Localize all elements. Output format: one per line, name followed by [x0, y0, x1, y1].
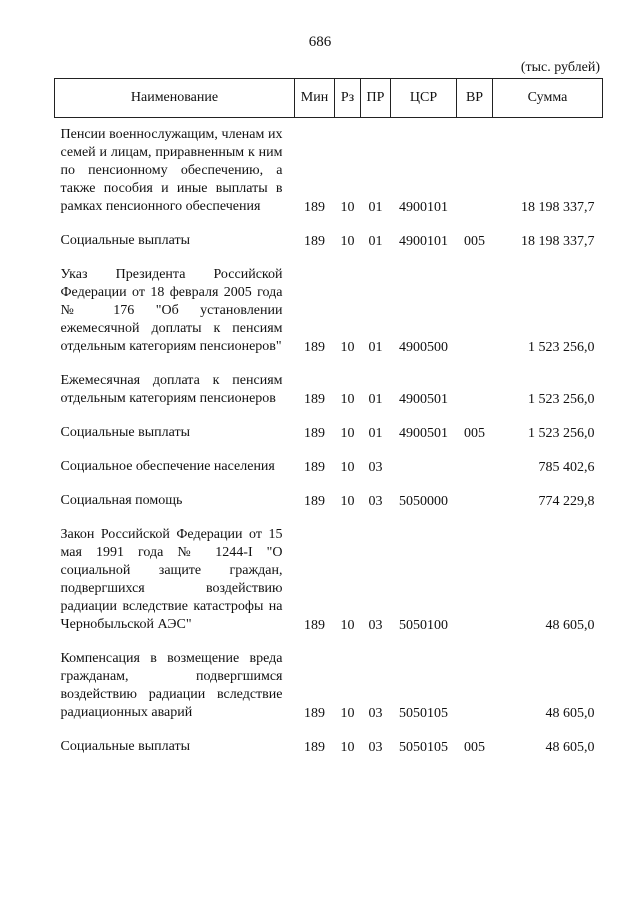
- row-pr: 01: [368, 340, 383, 355]
- row-min: 189: [304, 234, 325, 249]
- row-pr: 03: [368, 618, 383, 633]
- table-row: [55, 118, 603, 222]
- row-rz: 10: [340, 618, 355, 633]
- table-row: [55, 447, 603, 481]
- table-row: [55, 515, 603, 639]
- row-sum: 48 605,0: [545, 618, 595, 633]
- column-header-sum: Сумма: [493, 79, 603, 118]
- row-pr: 03: [368, 740, 383, 755]
- row-name: Социальные выплаты: [60, 425, 191, 440]
- row-sum: 1 523 256,0: [528, 426, 595, 441]
- row-rz: 10: [340, 494, 355, 509]
- row-vr: 005: [464, 234, 485, 249]
- column-header-vr: ВР: [457, 79, 493, 118]
- row-vr: [457, 447, 493, 481]
- table-header-row: [55, 79, 603, 118]
- table-row: [55, 481, 603, 515]
- table-row: [55, 361, 603, 413]
- row-name: Пенсии военнослужащим, членам их семей и лицам, приравненным к ним по пенсионному обеспечению, а также пособия и иные выплаты в рамках пенсионного обеспечения: [60, 127, 283, 214]
- row-name: Закон Российской Федерации от 15 мая 1991 года № 1244-I "О социальной защите граждан, подвергшихся воздействию радиации вследствие катастрофы на Чернобыльской АЭС": [60, 527, 283, 632]
- row-csr: 4900501: [399, 392, 448, 407]
- row-vr: 005: [464, 740, 485, 755]
- row-sum: 18 198 337,7: [521, 200, 595, 215]
- row-name: Указ Президента Российской Федерации от 18 февраля 2005 года № 176 "Об установлении ежемесячной доплаты к пенсиям отдельным категориям пенсионеров": [60, 267, 283, 354]
- row-sum: 48 605,0: [545, 740, 595, 755]
- row-pr: 01: [368, 426, 383, 441]
- row-name: Компенсация в возмещение вреда гражданам, подвергшимся воздействию радиации вследствие радиационных аварий: [60, 651, 283, 720]
- row-min: 189: [304, 460, 325, 475]
- row-csr: 4900101: [399, 234, 448, 249]
- row-name: Социальные выплаты: [60, 233, 191, 248]
- row-csr: [391, 447, 457, 481]
- row-vr: [457, 481, 493, 515]
- budget-table: [54, 78, 603, 761]
- row-pr: 03: [368, 494, 383, 509]
- page-number: 686: [308, 34, 332, 50]
- row-min: 189: [304, 200, 325, 215]
- row-sum: 48 605,0: [545, 706, 595, 721]
- row-name: Ежемесячная доплата к пенсиям отдельным категориям пенсионеров: [60, 373, 283, 406]
- column-header-rz: Рз: [335, 79, 361, 118]
- row-min: 189: [304, 706, 325, 721]
- row-sum: 785 402,6: [538, 460, 595, 475]
- column-header-min: Мин: [295, 79, 335, 118]
- row-csr: 5050105: [399, 740, 448, 755]
- row-vr: [457, 255, 493, 361]
- table-row: [55, 639, 603, 727]
- row-pr: 01: [368, 234, 383, 249]
- table-row: [55, 727, 603, 761]
- row-pr: 03: [368, 460, 383, 475]
- row-name: Социальное обеспечение населения: [60, 459, 275, 474]
- row-csr: 4900501: [399, 426, 448, 441]
- row-rz: 10: [340, 740, 355, 755]
- row-rz: 10: [340, 340, 355, 355]
- column-header-csr: ЦСР: [391, 79, 457, 118]
- row-sum: 1 523 256,0: [528, 392, 595, 407]
- table-row: [55, 221, 603, 255]
- row-rz: 10: [340, 460, 355, 475]
- row-csr: 5050105: [399, 706, 448, 721]
- row-name: Социальная помощь: [60, 493, 183, 508]
- row-sum: 774 229,8: [538, 494, 595, 509]
- row-vr: [457, 639, 493, 727]
- row-pr: 01: [368, 392, 383, 407]
- row-rz: 10: [340, 200, 355, 215]
- row-min: 189: [304, 340, 325, 355]
- row-rz: 10: [340, 706, 355, 721]
- row-rz: 10: [340, 234, 355, 249]
- row-rz: 10: [340, 426, 355, 441]
- row-vr: [457, 515, 493, 639]
- row-name: Социальные выплаты: [60, 739, 191, 754]
- row-vr: 005: [464, 426, 485, 441]
- table-row: [55, 255, 603, 361]
- row-sum: 18 198 337,7: [521, 234, 595, 249]
- row-min: 189: [304, 618, 325, 633]
- row-sum: 1 523 256,0: [528, 340, 595, 355]
- column-header-pr: ПР: [361, 79, 391, 118]
- row-pr: 01: [368, 200, 383, 215]
- units-label: (тыс. рублей): [520, 60, 600, 75]
- row-csr: 5050100: [399, 618, 448, 633]
- row-min: 189: [304, 494, 325, 509]
- row-csr: 5050000: [399, 494, 448, 509]
- row-vr: [457, 361, 493, 413]
- table-row: [55, 413, 603, 447]
- row-min: 189: [304, 392, 325, 407]
- row-min: 189: [304, 426, 325, 441]
- row-pr: 03: [368, 706, 383, 721]
- row-csr: 4900500: [399, 340, 448, 355]
- row-csr: 4900101: [399, 200, 448, 215]
- row-min: 189: [304, 740, 325, 755]
- column-header-name: Наименование: [55, 79, 295, 118]
- row-vr: [457, 118, 493, 222]
- row-rz: 10: [340, 392, 355, 407]
